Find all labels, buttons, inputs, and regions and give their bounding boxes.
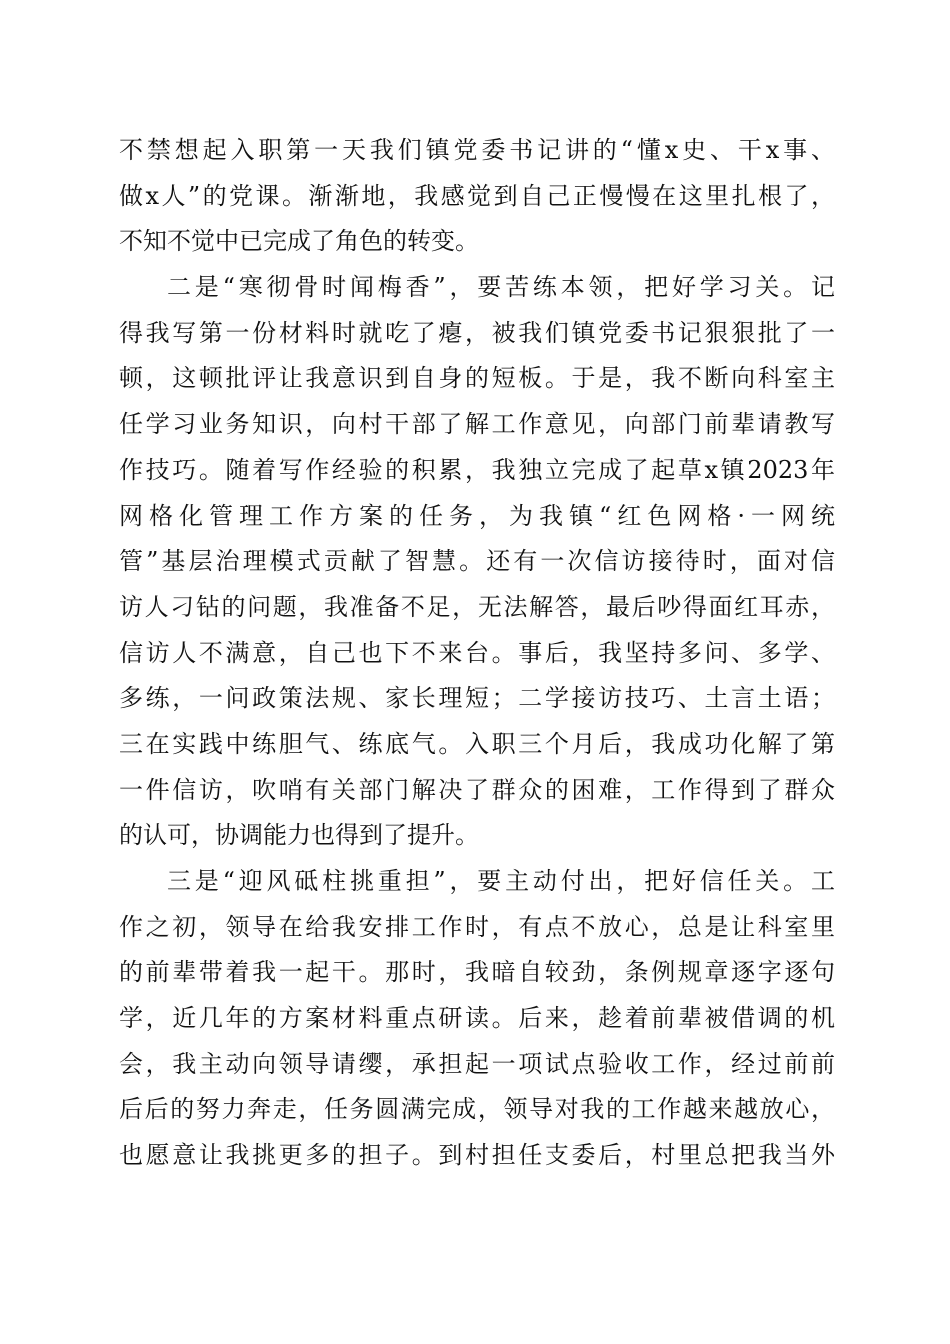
text-line: 的认可，协调能力也得到了提升。 — [119, 821, 479, 850]
text-line: 三是“迎风砥柱挑重担”，要主动付出，把好信任关。工 — [167, 867, 835, 895]
text-line: 学，近几年的方案材料重点研读。后来，趁着前辈被借调的机 — [119, 1004, 835, 1033]
text-line: 顿，这顿批评让我意识到自身的短板。于是，我不断向科室主 — [119, 364, 835, 393]
text-line: 访人刁钻的问题，我准备不足，无法解答，最后吵得面红耳赤， — [119, 592, 835, 621]
text-line: 的前辈带着我一起干。那时，我暗自较劲，条例规章逐字逐句 — [119, 958, 835, 987]
text-line: 也愿意让我挑更多的担子。到村担任支委后，村里总把我当外 — [119, 1141, 835, 1170]
text-line: 不禁想起入职第一天我们镇党委书记讲的“懂x史、干x事、 — [119, 136, 835, 164]
body-text — [119, 128, 835, 1179]
text-line: 不知不觉中已完成了角色的转变。 — [119, 227, 479, 256]
text-line: 任学习业务知识，向村干部了解工作意见，向部门前辈请教写 — [119, 410, 835, 439]
text-line: 三在实践中练胆气、练底气。入职三个月后，我成功化解了第 — [119, 729, 835, 758]
text-line: 后后的努力奔走，任务圆满完成，领导对我的工作越来越放心， — [119, 1095, 835, 1124]
text-line: 得我写第一份材料时就吃了瘪，被我们镇党委书记狠狠批了一 — [119, 318, 835, 347]
text-line: 作技巧。随着写作经验的积累，我独立完成了起草x镇2023年 — [119, 455, 835, 484]
text-line: 管”基层治理模式贡献了智慧。还有一次信访接待时，面对信 — [119, 547, 835, 576]
text-line: 二是“寒彻骨时闻梅香”，要苦练本领，把好学习关。记 — [167, 273, 835, 302]
text-line: 作之初，领导在给我安排工作时，有点不放心，总是让科室里 — [119, 912, 835, 941]
text-line: 多练，一问政策法规、家长理短；二学接访技巧、土言土语； — [119, 684, 835, 713]
text-line: 一件信访，吹哨有关部门解决了群众的困难，工作得到了群众 — [119, 775, 835, 804]
text-line: 做x人”的党课。渐渐地，我感觉到自己正慢慢在这里扎根了， — [119, 181, 835, 210]
text-line: 会，我主动向领导请缨，承担起一项试点验收工作，经过前前 — [119, 1049, 835, 1078]
text-line: 信访人不满意，自己也下不来台。事后，我坚持多问、多学、 — [119, 638, 835, 667]
text-line: 网格化管理工作方案的任务，为我镇“红色网格·一网统 — [119, 501, 835, 530]
